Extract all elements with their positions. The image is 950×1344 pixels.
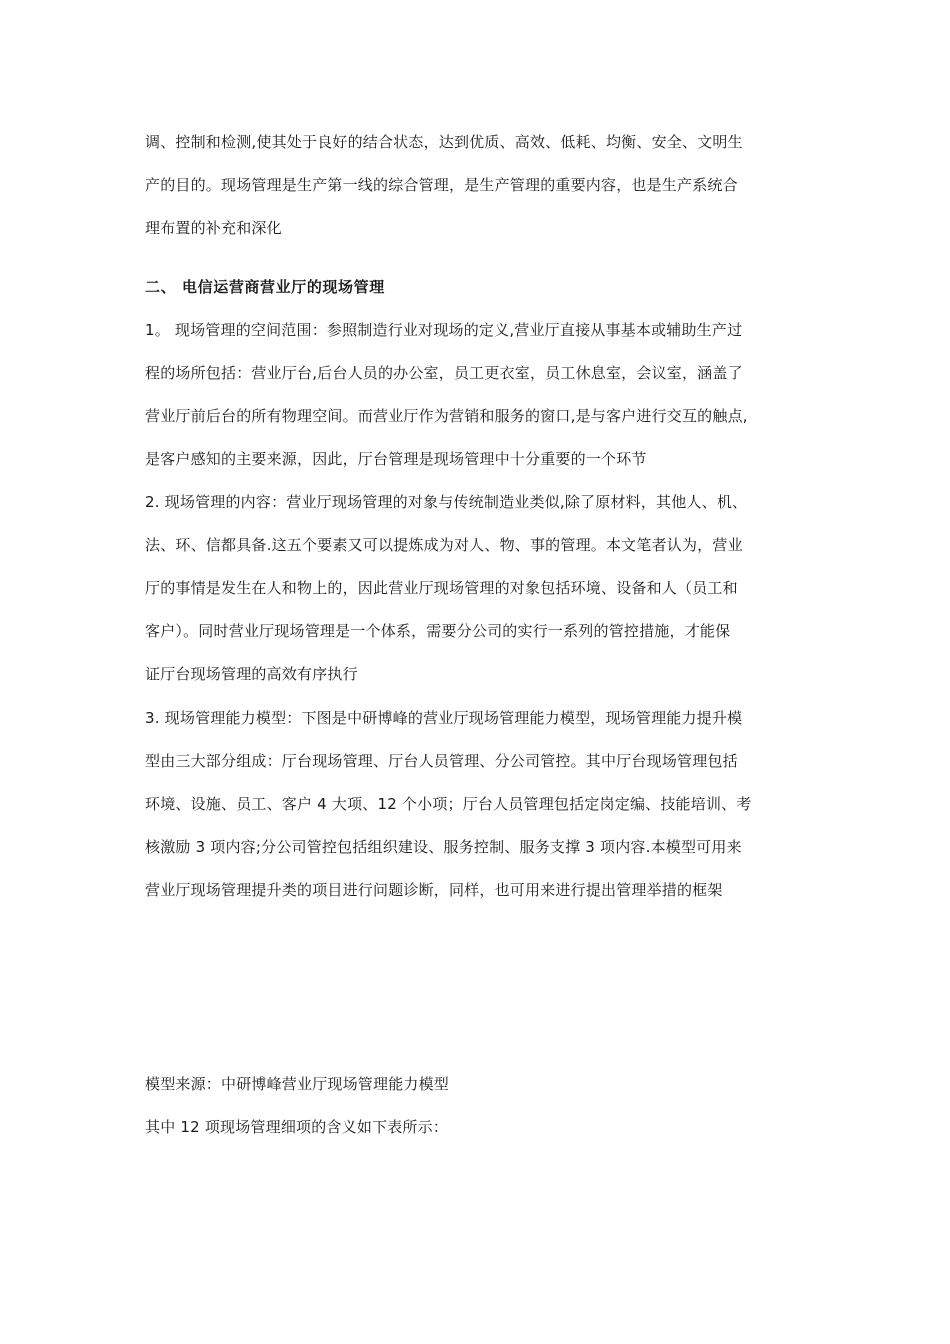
model-source: 模型来源：中研博峰营业厅现场管理能力模型 xyxy=(145,1075,450,1093)
item1-line-1: 1。 现场管理的空间范围：参照制造行业对现场的定义,营业厅直接从事基本或辅助生产过 xyxy=(145,321,743,339)
intro-line-3: 理布置的补充和深化 xyxy=(145,219,282,237)
item2-line-1: 2. 现场管理的内容：营业厅现场管理的对象与传统制造业类似,除了原材料，其他人、机、 xyxy=(145,493,748,511)
item2-line-4: 客户）。同时营业厅现场管理是一个体系，需要分公司的实行一系列的管控措施，才能保 xyxy=(145,622,731,640)
item3-line-5: 营业厅现场管理提升类的项目进行问题诊断，同样，也可用来进行提出管理举措的框架 xyxy=(145,881,723,899)
item3-line-3: 环境、设施、员工、客户 4 大项、12 个小项；厅台人员管理包括定岗定编、技能培训、考 xyxy=(145,795,752,813)
intro-line-2: 产的目的。现场管理是生产第一线的综合管理，是生产管理的重要内容，也是生产系统合 xyxy=(145,176,738,194)
item3-line-4: 核激励 3 项内容;分公司管控包括组织建设、服务控制、服务支撑 3 项内容.本模型可用来 xyxy=(145,838,742,856)
item3-line-1: 3. 现场管理能力模型：下图是中研博峰的营业厅现场管理能力模型，现场管理能力提升模 xyxy=(145,709,743,727)
item1-line-4: 是客户感知的主要来源，因此，厅台管理是现场管理中十分重要的一个环节 xyxy=(145,450,647,468)
intro-line-1: 调、控制和检测,使其处于良好的结合状态，达到优质、高效、低耗、均衡、安全、文明生 xyxy=(145,133,743,151)
item1-line-2: 程的场所包括：营业厅台,后台人员的办公室，员工更衣室，员工休息室，会议室，涵盖了 xyxy=(145,364,743,382)
item1-line-3: 营业厅前后台的所有物理空间。而营业厅作为营销和服务的窗口,是与客户进行交互的触点, xyxy=(145,407,748,425)
section-heading: 二、 电信运营商营业厅的现场管理 xyxy=(145,278,385,296)
item2-line-5: 证厅台现场管理的高效有序执行 xyxy=(145,665,358,683)
item2-line-3: 厅的事情是发生在人和物上的，因此营业厅现场管理的对象包括环境、设备和人（员工和 xyxy=(145,579,738,597)
item2-line-2: 法、环、信都具备.这五个要素又可以提炼成为对人、物、事的管理。本文笔者认为，营业 xyxy=(145,536,743,554)
item3-line-2: 型由三大部分组成：厅台现场管理、厅台人员管理、分公司管控。其中厅台现场管理包括 xyxy=(145,752,738,770)
table-intro: 其中 12 项现场管理细项的含义如下表所示： xyxy=(145,1118,449,1136)
